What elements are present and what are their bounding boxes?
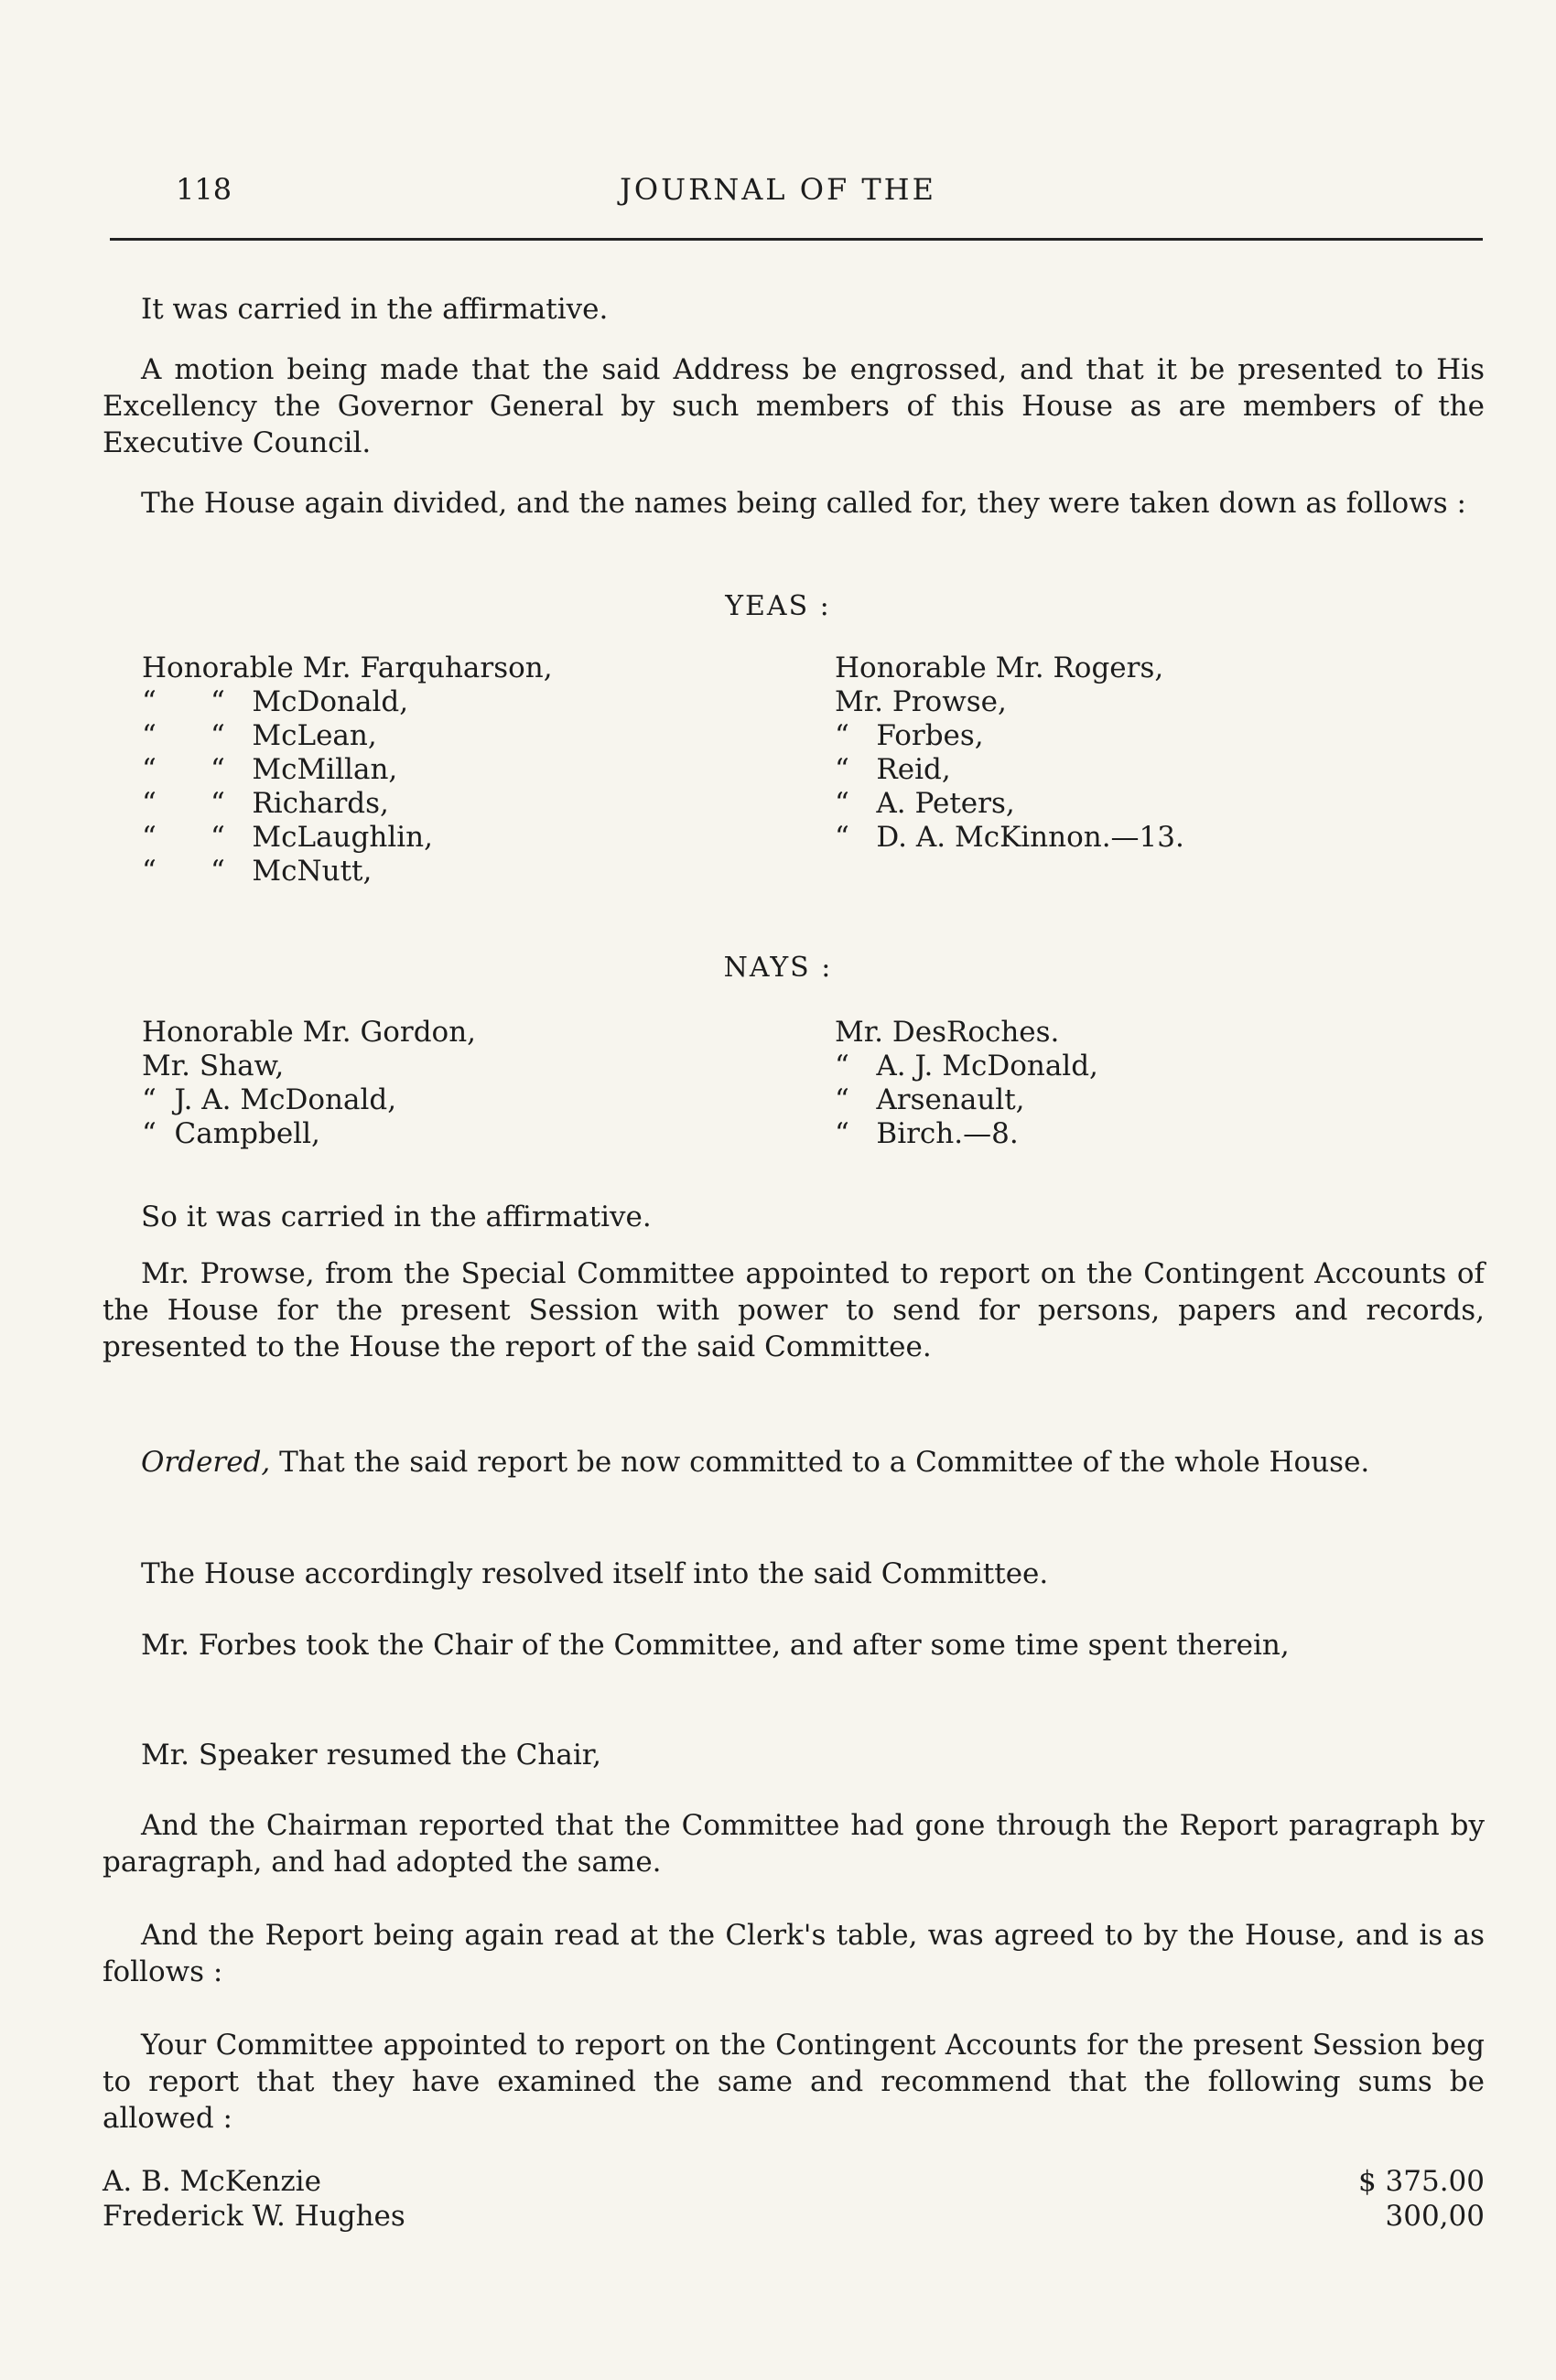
vote-name: Mr. Shaw,: [142, 1050, 285, 1082]
vote-name: Honorable Mr. Rogers,: [835, 652, 1164, 684]
paragraph-carried: It was carried in the affirmative.: [141, 293, 609, 326]
payment-amount: $ 375.00: [1357, 2165, 1485, 2198]
ordered-text: That the said report be now committed to a Committee of the whole House.: [270, 1446, 1370, 1479]
payment-amount: 300,00: [1385, 2200, 1485, 2233]
ordered-label: Ordered,: [141, 1446, 271, 1479]
vote-name: Honorable Mr. Gordon,: [142, 1016, 477, 1049]
paragraph-speaker: Mr. Speaker resumed the Chair,: [141, 1739, 602, 1772]
vote-name: “ A. J. McDonald,: [835, 1050, 1098, 1082]
vote-name: “ A. Peters,: [835, 787, 1015, 820]
vote-name: Mr. Prowse,: [835, 685, 1007, 718]
paragraph-committee-report: Your Committee appointed to report on the Contingent Accounts for the present Session beg to report that they have examined the same and recommend that the following sums be allowed :: [103, 2029, 1485, 2135]
paragraph-motion: A motion being made that the said Address be engrossed, and that it be presented to His Excellency the Governor General by such members of this House as are members of the Executive Council.: [103, 353, 1485, 459]
nays-heading: NAYS :: [723, 952, 833, 984]
vote-name: “ J. A. McDonald,: [142, 1083, 397, 1116]
nays-right-column: [835, 1016, 1098, 1151]
vote-name: “ “ McMillan,: [142, 753, 398, 786]
vote-name: “ Arsenault,: [835, 1083, 1025, 1116]
vote-name: “ “ McLaughlin,: [142, 821, 433, 854]
vote-name: “ Forbes,: [835, 719, 984, 752]
vote-name: Mr. DesRoches.: [835, 1016, 1060, 1049]
paragraph-report-presented: Mr. Prowse, from the Special Committee appointed to report on the Contingent Accounts of the House for the present Session with power to send for persons, papers and records, presented to the House the report of the said Committee.: [103, 1257, 1485, 1363]
paragraph-committee: The House accordingly resolved itself into the said Committee.: [141, 1557, 1049, 1590]
page-number: 118: [176, 172, 232, 207]
paragraph-ordered: [103, 1444, 1485, 1481]
paragraph-carried-2: So it was carried in the affirmative.: [141, 1201, 652, 1233]
payee-name: A. B. McKenzie: [103, 2165, 321, 2198]
vote-name: “ Reid,: [835, 753, 951, 786]
vote-name: Honorable Mr. Farquharson,: [142, 652, 553, 684]
yeas-heading: YEAS :: [725, 590, 831, 622]
vote-name: “ Birch.—8.: [835, 1117, 1019, 1150]
yeas-right-column: [835, 652, 1184, 855]
vote-name: “ “ McNutt,: [142, 855, 373, 888]
payee-name: Frederick W. Hughes: [103, 2200, 405, 2233]
vote-name: “ “ McLean,: [142, 719, 377, 752]
header-rule: [110, 238, 1483, 241]
paragraph-division: The House again divided, and the names being called for, they were taken down as follows :: [141, 487, 1466, 520]
paragraph-chair: Mr. Forbes took the Chair of the Committee, and after some time spent therein,: [141, 1629, 1290, 1662]
vote-name: “ “ McDonald,: [142, 685, 409, 718]
vote-name: “ D. A. McKinnon.—13.: [835, 821, 1184, 854]
running-head: JOURNAL OF THE: [620, 172, 936, 207]
sum-row: [103, 2164, 1485, 2199]
vote-name: “ Campbell,: [142, 1117, 320, 1150]
paragraph-report-agreed: And the Report being again read at the Clerk's table, was agreed to by the House, and is as follows :: [103, 1919, 1485, 1988]
yeas-left-column: [142, 652, 553, 888]
nays-left-column: [142, 1016, 476, 1151]
vote-name: “ “ Richards,: [142, 787, 389, 820]
paragraph-chairman-reported: And the Chairman reported that the Committee had gone through the Report paragraph by paragraph, and had adopted the same.: [103, 1809, 1485, 1879]
sum-row: [103, 2199, 1485, 2234]
